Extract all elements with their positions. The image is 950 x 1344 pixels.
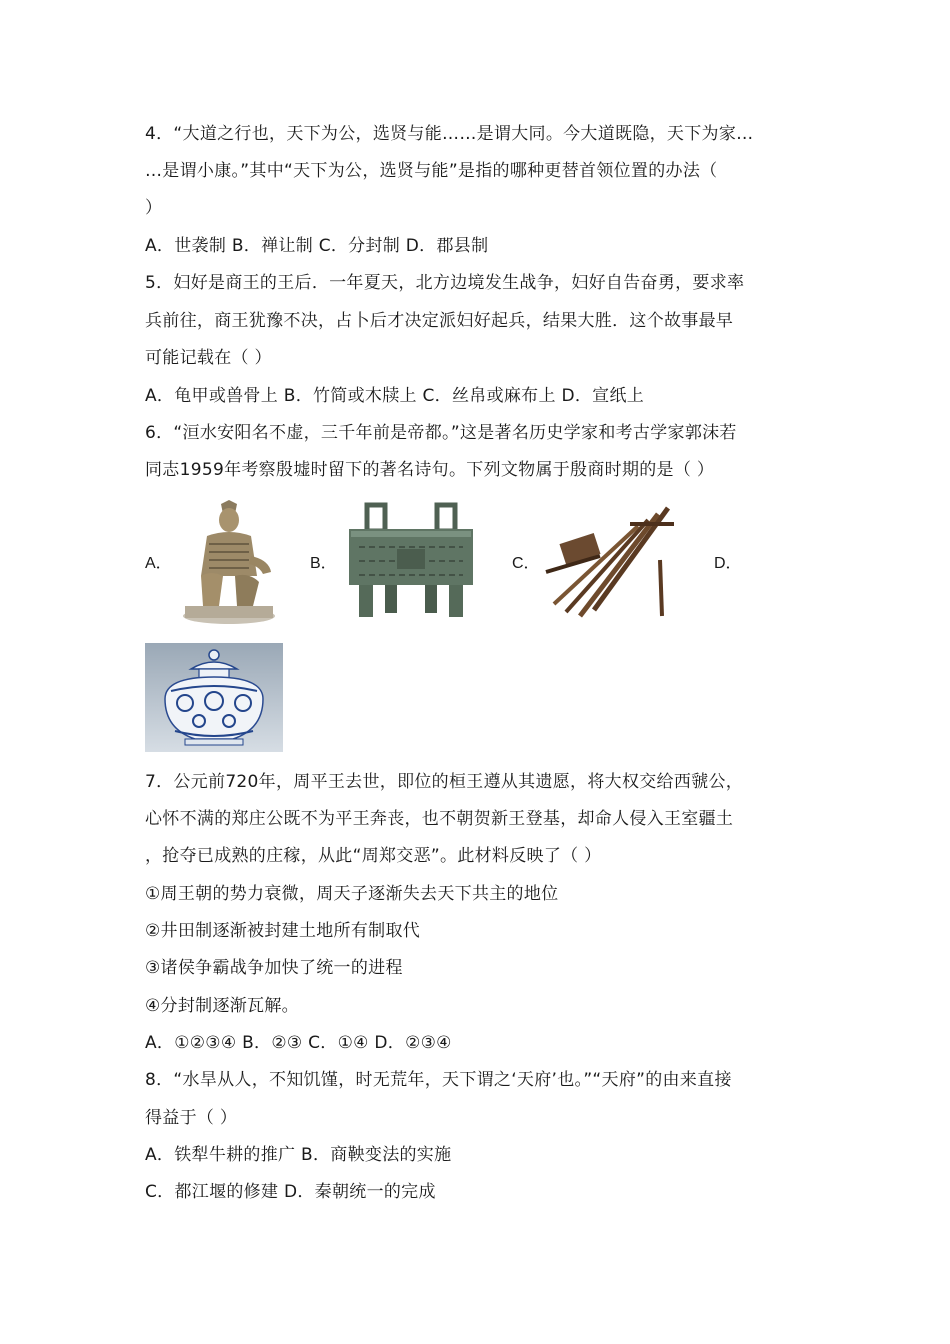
q7-item-1: ①周王朝的势力衰微，周天子逐渐失去天下共主的地位 <box>145 884 559 904</box>
q7-line-3: ，抢夺已成熟的庄稼，从此“周郑交恶”。此材料反映了（ ） <box>145 846 602 866</box>
bronze-ding-image <box>337 501 485 625</box>
q8-options-row-2: C．都江堰的修建 D．秦朝统一的完成 <box>145 1182 436 1202</box>
q4-options: A．世袭制 B．禅让制 C．分封制 D．郡县制 <box>145 236 489 256</box>
q8-line-2: 得益于（ ） <box>145 1108 238 1128</box>
q7-options: A．①②③④ B．②③ C．①④ D．②③④ <box>145 1033 452 1053</box>
wooden-plough-image <box>540 500 682 625</box>
q7-item-3: ③诸侯争霸战争加快了统一的进程 <box>145 958 403 978</box>
q6-line-2: 同志1959年考察殷墟时留下的著名诗句。下列文物属于殷商时期的是（ ） <box>145 460 715 480</box>
q4-line-1: 4．“大道之行也，天下为公，选贤与能……是谓大同。今大道既隐，天下为家… <box>145 124 754 144</box>
q5-line-3: 可能记载在（ ） <box>145 348 272 368</box>
q8-line-1: 8．“水旱从人，不知饥馑，时无荒年，天下谓之‘天府’也。”“天府”的由来直接 <box>145 1070 732 1090</box>
blue-white-porcelain-jar-image <box>145 643 283 752</box>
q7-line-2: 心怀不满的郑庄公既不为平王奔丧，也不朝贺新王登基，却命人侵入王室疆土 <box>145 809 734 829</box>
q6-option-d-label: D． <box>714 555 742 572</box>
q4-line-3: ） <box>145 198 163 218</box>
q6-option-c-label: C． <box>512 555 540 572</box>
q6-option-b-label: B． <box>310 555 337 572</box>
q4-line-2: …是谓小康。”其中“天下为公，选贤与能”是指的哪种更替首领位置的办法（ <box>145 161 718 181</box>
terracotta-warrior-image <box>173 496 285 626</box>
q7-item-2: ②井田制逐渐被封建土地所有制取代 <box>145 921 421 941</box>
q5-line-2: 兵前往，商王犹豫不决，占卜后才决定派妇好起兵，结果大胜．这个故事最早 <box>145 311 734 331</box>
q7-line-1: 7．公元前720年，周平王去世，即位的桓王遵从其遗愿，将大权交给西虢公， <box>145 772 744 792</box>
q6-line-1: 6．“洹水安阳名不虚，三千年前是帝都。”这是著名历史学家和考古学家郭沫若 <box>145 423 737 443</box>
q5-line-1: 5．妇好是商王的王后．一年夏天，北方边境发生战争，妇好自告奋勇，要求率 <box>145 273 745 293</box>
q8-options-row-1: A．铁犁牛耕的推广 B．商鞅变法的实施 <box>145 1145 452 1165</box>
q7-item-4: ④分封制逐渐瓦解。 <box>145 996 299 1016</box>
q6-option-a-label: A． <box>145 555 172 572</box>
q5-options: A．龟甲或兽骨上 B．竹简或木牍上 C．丝帛或麻布上 D．宣纸上 <box>145 386 645 406</box>
